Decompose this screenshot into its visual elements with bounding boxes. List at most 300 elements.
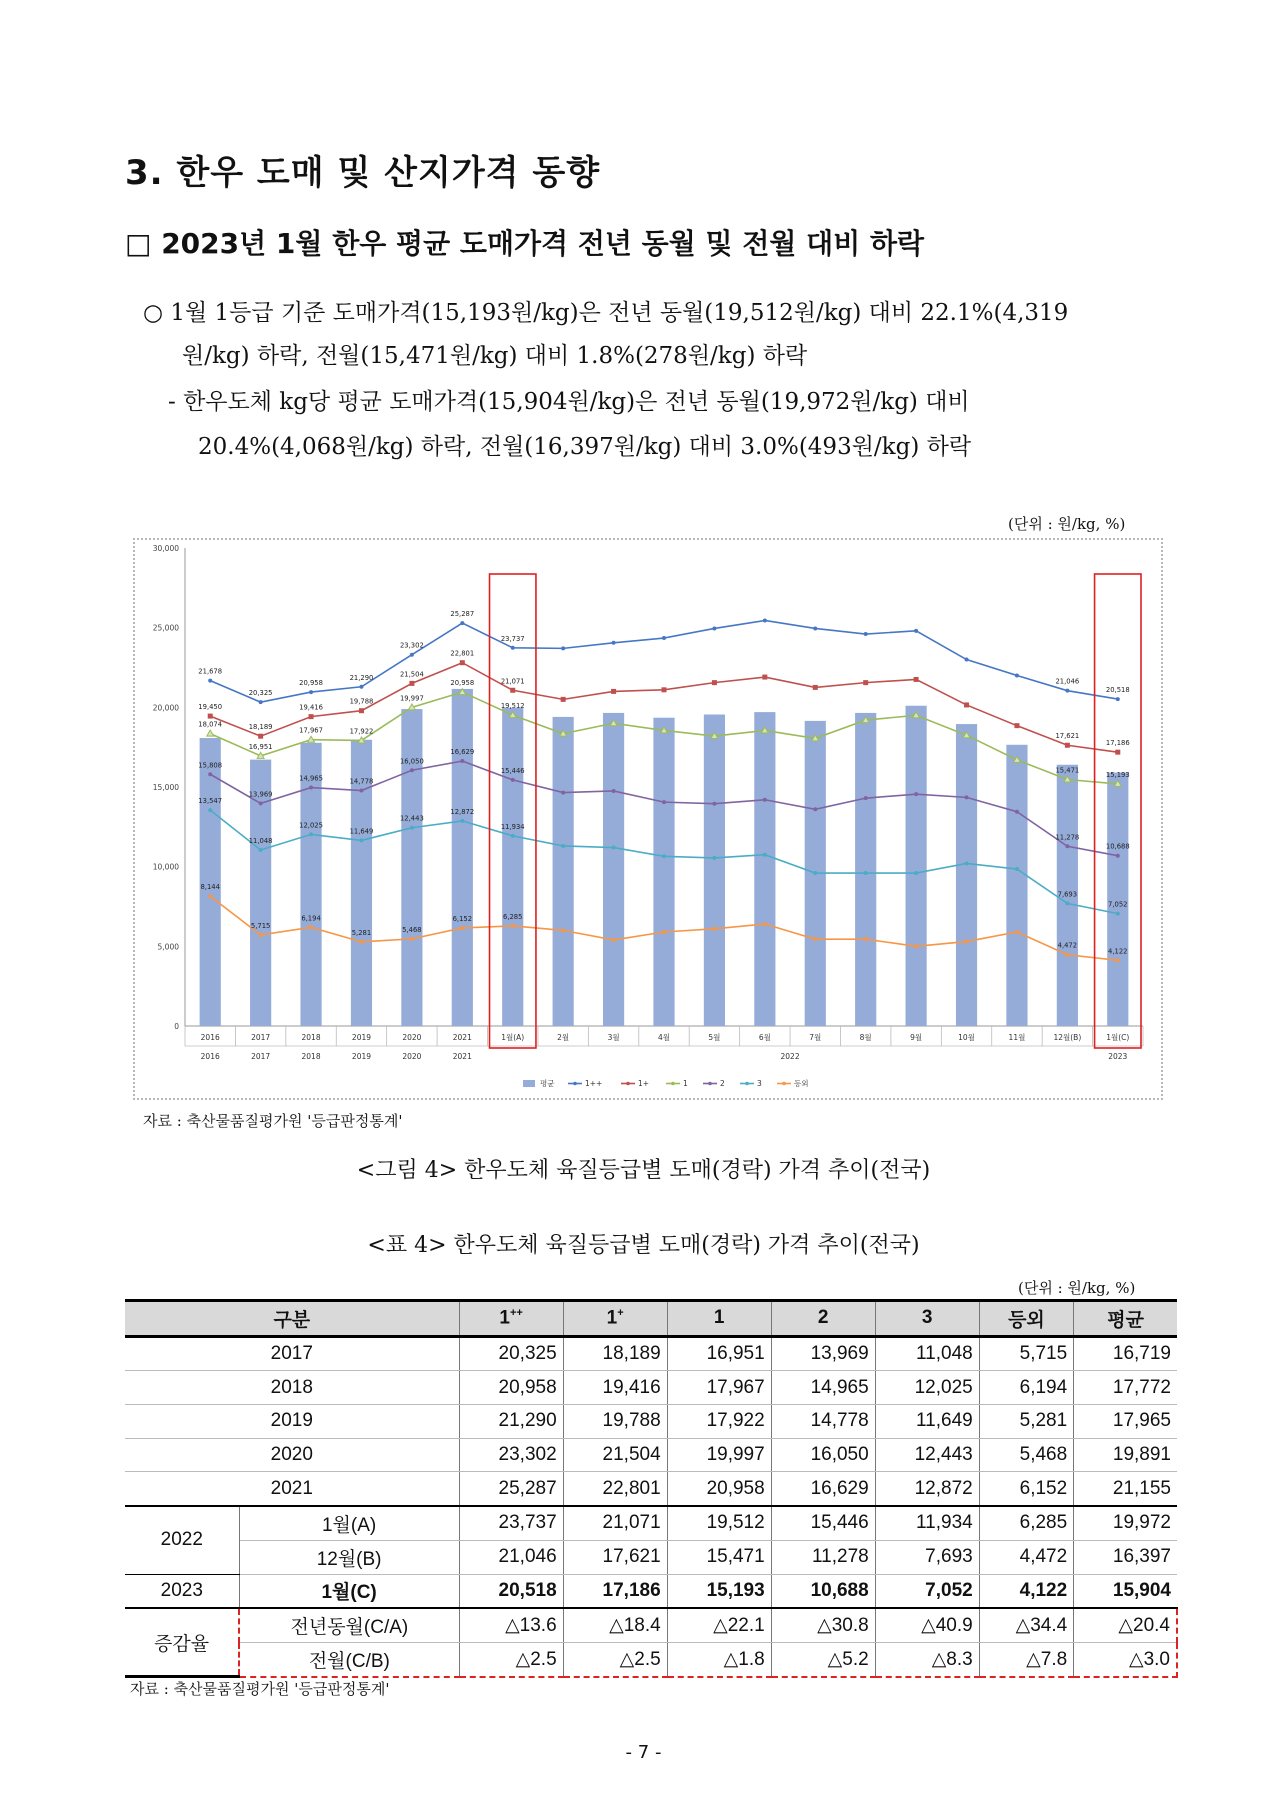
- category-label: 11월: [1008, 1033, 1026, 1042]
- data-label: 5,281: [351, 928, 372, 937]
- data-label: 11,934: [500, 822, 525, 831]
- data-label: 12,872: [450, 807, 475, 816]
- category-label: 2월: [557, 1033, 570, 1042]
- data-point: [662, 854, 666, 858]
- data-label: 16,951: [248, 742, 273, 751]
- col-header: 1+: [563, 1301, 667, 1337]
- data-point: [1065, 689, 1069, 693]
- data-point: [662, 930, 666, 934]
- table-cell: 11,649: [875, 1405, 979, 1439]
- data-point: [1065, 953, 1069, 957]
- legend-marker: [745, 1082, 749, 1086]
- data-label: 21,678: [198, 667, 223, 676]
- y-tick-label: 10,000: [152, 862, 179, 872]
- table-row: [125, 1574, 1177, 1608]
- bar-6월: [754, 712, 775, 1026]
- price-table: [125, 1299, 1178, 1678]
- col-header: 등외: [979, 1301, 1073, 1337]
- data-point: [1065, 901, 1069, 905]
- paragraph-line-1: ○ 1월 1등급 기준 도매가격(15,193원/kg)은 전년 동월(19,512원/kg) 대비 22.1%(4,319: [143, 300, 1069, 326]
- section-heading: 3. 한우 도매 및 산지가격 동향: [125, 153, 601, 193]
- group-label: 증감율: [125, 1608, 239, 1676]
- category-label: 9월: [910, 1033, 923, 1042]
- bar-9월: [906, 706, 927, 1026]
- data-point: [359, 838, 363, 842]
- legend-marker: [626, 1082, 630, 1086]
- year-label: 2017: [251, 1052, 271, 1061]
- data-point: [409, 681, 414, 686]
- data-point: [259, 933, 263, 937]
- table-source: 자료 : 축산물품질평가원 '등급판정통계': [130, 1680, 390, 1698]
- data-point: [309, 925, 313, 929]
- data-point: [410, 937, 414, 941]
- table-cell: △34.4: [979, 1608, 1073, 1642]
- category-label: 10월: [958, 1033, 975, 1042]
- category-label: 1월(C): [1106, 1033, 1130, 1042]
- data-point: [511, 834, 515, 838]
- table-cell: 11,934: [875, 1506, 979, 1540]
- data-label: 6,285: [503, 912, 523, 921]
- col-header: 구분: [125, 1301, 459, 1337]
- col-header: 3: [875, 1301, 979, 1337]
- bar-2021: [452, 689, 473, 1026]
- data-label: 19,450: [198, 703, 223, 712]
- table-cell: 17,922: [667, 1405, 771, 1439]
- data-label: 7,693: [1057, 890, 1078, 899]
- table-cell: △8.3: [875, 1642, 979, 1676]
- table-cell: 12,872: [875, 1472, 979, 1506]
- y-tick-label: 15,000: [152, 783, 179, 792]
- data-point: [208, 808, 212, 812]
- data-point: [207, 730, 214, 736]
- table-cell: 5,468: [979, 1438, 1073, 1472]
- year-label: 2019: [351, 1052, 372, 1061]
- col-header: 평균: [1074, 1301, 1177, 1337]
- data-point: [712, 626, 716, 630]
- data-point: [309, 714, 314, 719]
- table-cell: 18,189: [563, 1336, 667, 1371]
- data-label: 16,050: [399, 757, 424, 766]
- table-cell: 21,071: [563, 1506, 667, 1540]
- data-label: 19,416: [299, 703, 323, 712]
- legend-label: 2: [720, 1079, 725, 1088]
- data-point: [561, 697, 566, 702]
- table-cell: 19,997: [667, 1438, 771, 1472]
- data-label: 20,325: [248, 689, 273, 698]
- table-cell: 16,629: [771, 1472, 875, 1506]
- y-tick-label: 25,000: [152, 623, 179, 633]
- row-label: 2021: [125, 1472, 459, 1506]
- data-point: [914, 871, 918, 875]
- data-point: [813, 626, 817, 630]
- category-label: 2020: [402, 1033, 422, 1042]
- data-label: 19,788: [349, 697, 374, 706]
- figure-source: 자료 : 축산물품질평가원 '등급판정통계': [143, 1112, 403, 1130]
- data-point: [1116, 958, 1120, 962]
- table-row: [125, 1642, 1177, 1676]
- row-label: 12월(B): [239, 1540, 459, 1574]
- category-label: 3월: [607, 1033, 620, 1042]
- bar-4월: [653, 718, 674, 1026]
- col-header: 1++: [459, 1301, 563, 1337]
- paragraph-line-2: 원/kg) 하락, 전월(15,471원/kg) 대비 1.8%(278원/kg) 하락: [182, 343, 808, 369]
- data-point: [1116, 912, 1120, 916]
- data-point: [864, 937, 868, 941]
- legend-label: 3: [757, 1079, 762, 1088]
- table-cell: △18.4: [563, 1608, 667, 1642]
- y-tick-label: 20,000: [152, 703, 179, 713]
- data-point: [359, 789, 363, 793]
- data-point: [712, 856, 716, 860]
- table-cell: △30.8: [771, 1608, 875, 1642]
- data-label: 19,512: [500, 702, 525, 711]
- data-point: [612, 789, 616, 793]
- table-cell: 4,122: [979, 1574, 1073, 1608]
- data-point: [510, 688, 515, 693]
- data-label: 7,052: [1108, 900, 1128, 909]
- data-point: [965, 658, 969, 662]
- page-number: - 7 -: [625, 1742, 662, 1763]
- data-point: [1065, 844, 1069, 848]
- table-cell: 19,512: [667, 1506, 771, 1540]
- table-cell: △13.6: [459, 1608, 563, 1642]
- y-tick-label: 30,000: [152, 544, 179, 553]
- year-label: 2016: [200, 1052, 220, 1061]
- year-label: 2018: [301, 1052, 321, 1061]
- data-label: 6,152: [452, 914, 473, 923]
- table-cell: 22,801: [563, 1472, 667, 1506]
- data-label: 20,958: [450, 679, 475, 688]
- table-row: [125, 1472, 1177, 1506]
- data-point: [309, 832, 313, 836]
- data-point: [612, 641, 616, 645]
- category-label: 1월(A): [501, 1033, 525, 1042]
- table-cell: 17,186: [563, 1574, 667, 1608]
- table-cell: 25,287: [459, 1472, 563, 1506]
- category-label: 2019: [351, 1033, 372, 1042]
- data-point: [964, 702, 969, 707]
- data-label: 18,074: [198, 720, 223, 729]
- category-label: 2021: [452, 1033, 472, 1042]
- data-label: 15,446: [500, 766, 525, 775]
- data-point: [965, 940, 969, 944]
- group-label: 2023: [125, 1574, 239, 1608]
- data-point: [965, 795, 969, 799]
- paragraph-line-4: 20.4%(4,068원/kg) 하락, 전월(16,397원/kg) 대비 3.0%(493원/kg) 하락: [198, 434, 972, 460]
- data-point: [460, 660, 465, 665]
- y-tick-label: 0: [174, 1022, 179, 1031]
- category-label: 4월: [657, 1033, 671, 1042]
- bar-10월: [956, 724, 977, 1026]
- table-cell: △3.0: [1074, 1642, 1177, 1676]
- data-label: 5,468: [402, 925, 422, 934]
- data-point: [460, 759, 464, 763]
- figure-unit: (단위 : 원/kg, %): [1008, 515, 1126, 533]
- legend-marker: [708, 1082, 712, 1086]
- data-point: [863, 680, 868, 685]
- data-point: [1015, 930, 1019, 934]
- data-label: 6,194: [301, 914, 321, 923]
- bar-2016: [200, 738, 221, 1026]
- data-point: [1116, 854, 1120, 858]
- data-label: 15,193: [1105, 770, 1130, 779]
- legend-label: 1++: [585, 1079, 603, 1088]
- table-cell: 15,193: [667, 1574, 771, 1608]
- table-cell: 14,965: [771, 1371, 875, 1405]
- data-point: [813, 807, 817, 811]
- table-cell: 11,048: [875, 1336, 979, 1371]
- year-label: 2023: [1108, 1052, 1128, 1061]
- data-label: 10,688: [1105, 842, 1130, 851]
- table-cell: 17,965: [1074, 1405, 1177, 1439]
- data-label: 22,801: [450, 649, 475, 658]
- table-row: [125, 1405, 1177, 1439]
- data-point: [864, 796, 868, 800]
- data-point: [561, 791, 565, 795]
- table-cell: △2.5: [459, 1642, 563, 1676]
- data-label: 12,443: [399, 814, 424, 823]
- data-label: 11,278: [1055, 833, 1080, 842]
- table-cell: 16,050: [771, 1438, 875, 1472]
- table-row: [125, 1540, 1177, 1574]
- data-label: 14,965: [299, 774, 323, 783]
- row-label: 2017: [125, 1336, 459, 1371]
- row-label: 전년동월(C/A): [239, 1608, 459, 1642]
- data-point: [1065, 743, 1070, 748]
- table-cell: 16,951: [667, 1336, 771, 1371]
- data-point: [813, 871, 817, 875]
- data-point: [511, 646, 515, 650]
- figure-caption: <그림 4> 한우도체 육질등급별 도매(경락) 가격 추이(전국): [356, 1158, 931, 1183]
- table-cell: 19,416: [563, 1371, 667, 1405]
- data-point: [309, 690, 313, 694]
- data-point: [914, 629, 918, 633]
- data-point: [813, 937, 817, 941]
- data-label: 4,472: [1057, 941, 1078, 950]
- data-point: [763, 798, 767, 802]
- table-cell: 7,052: [875, 1574, 979, 1608]
- data-point: [762, 675, 767, 680]
- legend-label: 등외: [794, 1079, 809, 1088]
- table-cell: △5.2: [771, 1642, 875, 1676]
- data-label: 8,144: [200, 883, 220, 892]
- table-cell: 21,290: [459, 1405, 563, 1439]
- table-cell: 21,504: [563, 1438, 667, 1472]
- table-cell: △7.8: [979, 1642, 1073, 1676]
- row-label: 2018: [125, 1371, 459, 1405]
- table-unit: (단위 : 원/kg, %): [1018, 1279, 1136, 1297]
- data-label: 15,808: [198, 761, 223, 770]
- data-label: 19,997: [399, 694, 424, 703]
- table-cell: 20,518: [459, 1574, 563, 1608]
- data-point: [208, 894, 212, 898]
- data-label: 21,504: [399, 670, 424, 679]
- data-point: [359, 708, 364, 713]
- data-label: 18,189: [248, 723, 273, 732]
- table-header-row: [125, 1301, 1177, 1337]
- data-point: [662, 800, 666, 804]
- data-label: 23,302: [399, 641, 424, 650]
- data-label: 16,629: [450, 748, 475, 757]
- price-trend-chart: [133, 538, 1163, 1100]
- data-point: [612, 938, 616, 942]
- table-cell: 16,719: [1074, 1336, 1177, 1371]
- table-cell: 20,958: [459, 1371, 563, 1405]
- table-cell: 6,194: [979, 1371, 1073, 1405]
- data-point: [208, 679, 212, 683]
- data-label: 17,967: [299, 726, 323, 735]
- group-label: 2022: [125, 1506, 239, 1574]
- data-point: [611, 689, 616, 694]
- data-point: [763, 618, 767, 622]
- data-label: 20,958: [299, 679, 323, 688]
- row-label: 1월(C): [239, 1574, 459, 1608]
- legend-swatch: [523, 1080, 535, 1087]
- category-label: 12월(B): [1053, 1033, 1082, 1042]
- category-label: 8월: [859, 1033, 872, 1042]
- data-point: [259, 700, 263, 704]
- table-row: [125, 1506, 1177, 1540]
- category-label: 2018: [301, 1033, 321, 1042]
- bar-8월: [855, 713, 876, 1026]
- data-point: [1116, 697, 1120, 701]
- category-label: 2017: [251, 1033, 271, 1042]
- data-label: 5,715: [250, 921, 271, 930]
- table-cell: 23,302: [459, 1438, 563, 1472]
- data-label: 21,071: [500, 677, 525, 686]
- row-label: 1월(A): [239, 1506, 459, 1540]
- row-label: 2019: [125, 1405, 459, 1439]
- legend-marker: [573, 1082, 577, 1086]
- year-label: 2021: [452, 1052, 472, 1061]
- data-point: [359, 685, 363, 689]
- col-header: 2: [771, 1301, 875, 1337]
- table-cell: △22.1: [667, 1608, 771, 1642]
- category-label: 2016: [200, 1033, 220, 1042]
- category-label: 5월: [708, 1033, 721, 1042]
- data-point: [410, 826, 414, 830]
- table-cell: 15,446: [771, 1506, 875, 1540]
- table-cell: 13,969: [771, 1336, 875, 1371]
- data-point: [914, 792, 918, 796]
- year-label: 2022: [780, 1052, 800, 1061]
- data-point: [1015, 810, 1019, 814]
- col-header: 1: [667, 1301, 771, 1337]
- table-cell: △1.8: [667, 1642, 771, 1676]
- table-cell: 6,152: [979, 1472, 1073, 1506]
- data-point: [259, 801, 263, 805]
- data-point: [1014, 723, 1019, 728]
- table-row: [125, 1608, 1177, 1642]
- legend-label: 1: [683, 1079, 688, 1088]
- data-point: [662, 636, 666, 640]
- data-point: [914, 944, 918, 948]
- data-label: 21,290: [349, 673, 374, 682]
- paragraph-line-3: - 한우도체 kg당 평균 도매가격(15,904원/kg)은 전년 동월(19,972원/kg) 대비: [168, 389, 970, 415]
- data-point: [259, 848, 263, 852]
- bar-2018: [300, 743, 321, 1026]
- sub-heading: □ 2023년 1월 한우 평균 도매가격 전년 동월 및 전월 대비 하락: [125, 227, 925, 260]
- bar-1월(A): [502, 708, 523, 1026]
- legend-label: 평균: [540, 1079, 555, 1088]
- bar-5월: [704, 715, 725, 1026]
- table-cell: 11,278: [771, 1540, 875, 1574]
- table-cell: △40.9: [875, 1608, 979, 1642]
- data-point: [460, 819, 464, 823]
- data-point: [561, 928, 565, 932]
- data-point: [208, 772, 212, 776]
- data-label: 4,122: [1108, 947, 1128, 956]
- table-cell: 20,958: [667, 1472, 771, 1506]
- table-cell: 12,025: [875, 1371, 979, 1405]
- data-label: 20,518: [1105, 686, 1130, 695]
- data-point: [662, 687, 667, 692]
- data-point: [612, 846, 616, 850]
- table-cell: 14,778: [771, 1405, 875, 1439]
- data-label: 13,547: [198, 797, 223, 806]
- data-label: 11,649: [349, 827, 374, 836]
- table-cell: 20,325: [459, 1336, 563, 1371]
- table-cell: 17,772: [1074, 1371, 1177, 1405]
- data-point: [763, 853, 767, 857]
- table-cell: 15,904: [1074, 1574, 1177, 1608]
- bar-2월: [553, 717, 574, 1026]
- y-tick-label: 5,000: [157, 942, 179, 952]
- data-point: [309, 786, 313, 790]
- table-cell: 17,621: [563, 1540, 667, 1574]
- data-point: [712, 680, 717, 685]
- data-label: 14,778: [349, 777, 374, 786]
- data-point: [914, 677, 919, 682]
- table-cell: 17,967: [667, 1371, 771, 1405]
- data-label: 11,048: [248, 836, 273, 845]
- row-label: 전월(C/B): [239, 1642, 459, 1676]
- table-cell: 19,788: [563, 1405, 667, 1439]
- table-cell: 5,281: [979, 1405, 1073, 1439]
- data-label: 25,287: [450, 610, 475, 619]
- data-point: [511, 924, 515, 928]
- data-point: [712, 927, 716, 931]
- table-cell: 19,972: [1074, 1506, 1177, 1540]
- data-point: [561, 646, 565, 650]
- data-point: [561, 844, 565, 848]
- data-point: [208, 714, 213, 719]
- data-point: [410, 653, 414, 657]
- table-cell: 7,693: [875, 1540, 979, 1574]
- category-label: 6월: [758, 1033, 771, 1042]
- table-cell: 4,472: [979, 1540, 1073, 1574]
- data-point: [258, 734, 263, 739]
- data-label: 17,922: [349, 727, 374, 736]
- data-point: [410, 768, 414, 772]
- data-point: [864, 871, 868, 875]
- data-point: [965, 861, 969, 865]
- data-label: 13,969: [248, 790, 273, 799]
- data-point: [813, 685, 818, 690]
- data-point: [763, 922, 767, 926]
- data-point: [864, 632, 868, 636]
- table-cell: 15,471: [667, 1540, 771, 1574]
- data-point: [1015, 867, 1019, 871]
- data-point: [359, 940, 363, 944]
- table-cell: 21,046: [459, 1540, 563, 1574]
- data-label: 17,621: [1055, 732, 1080, 741]
- table-cell: 5,715: [979, 1336, 1073, 1371]
- table-cell: 21,155: [1074, 1472, 1177, 1506]
- bar-1월(C): [1105, 770, 1130, 1026]
- data-label: 23,737: [500, 634, 525, 643]
- table-cell: △2.5: [563, 1642, 667, 1676]
